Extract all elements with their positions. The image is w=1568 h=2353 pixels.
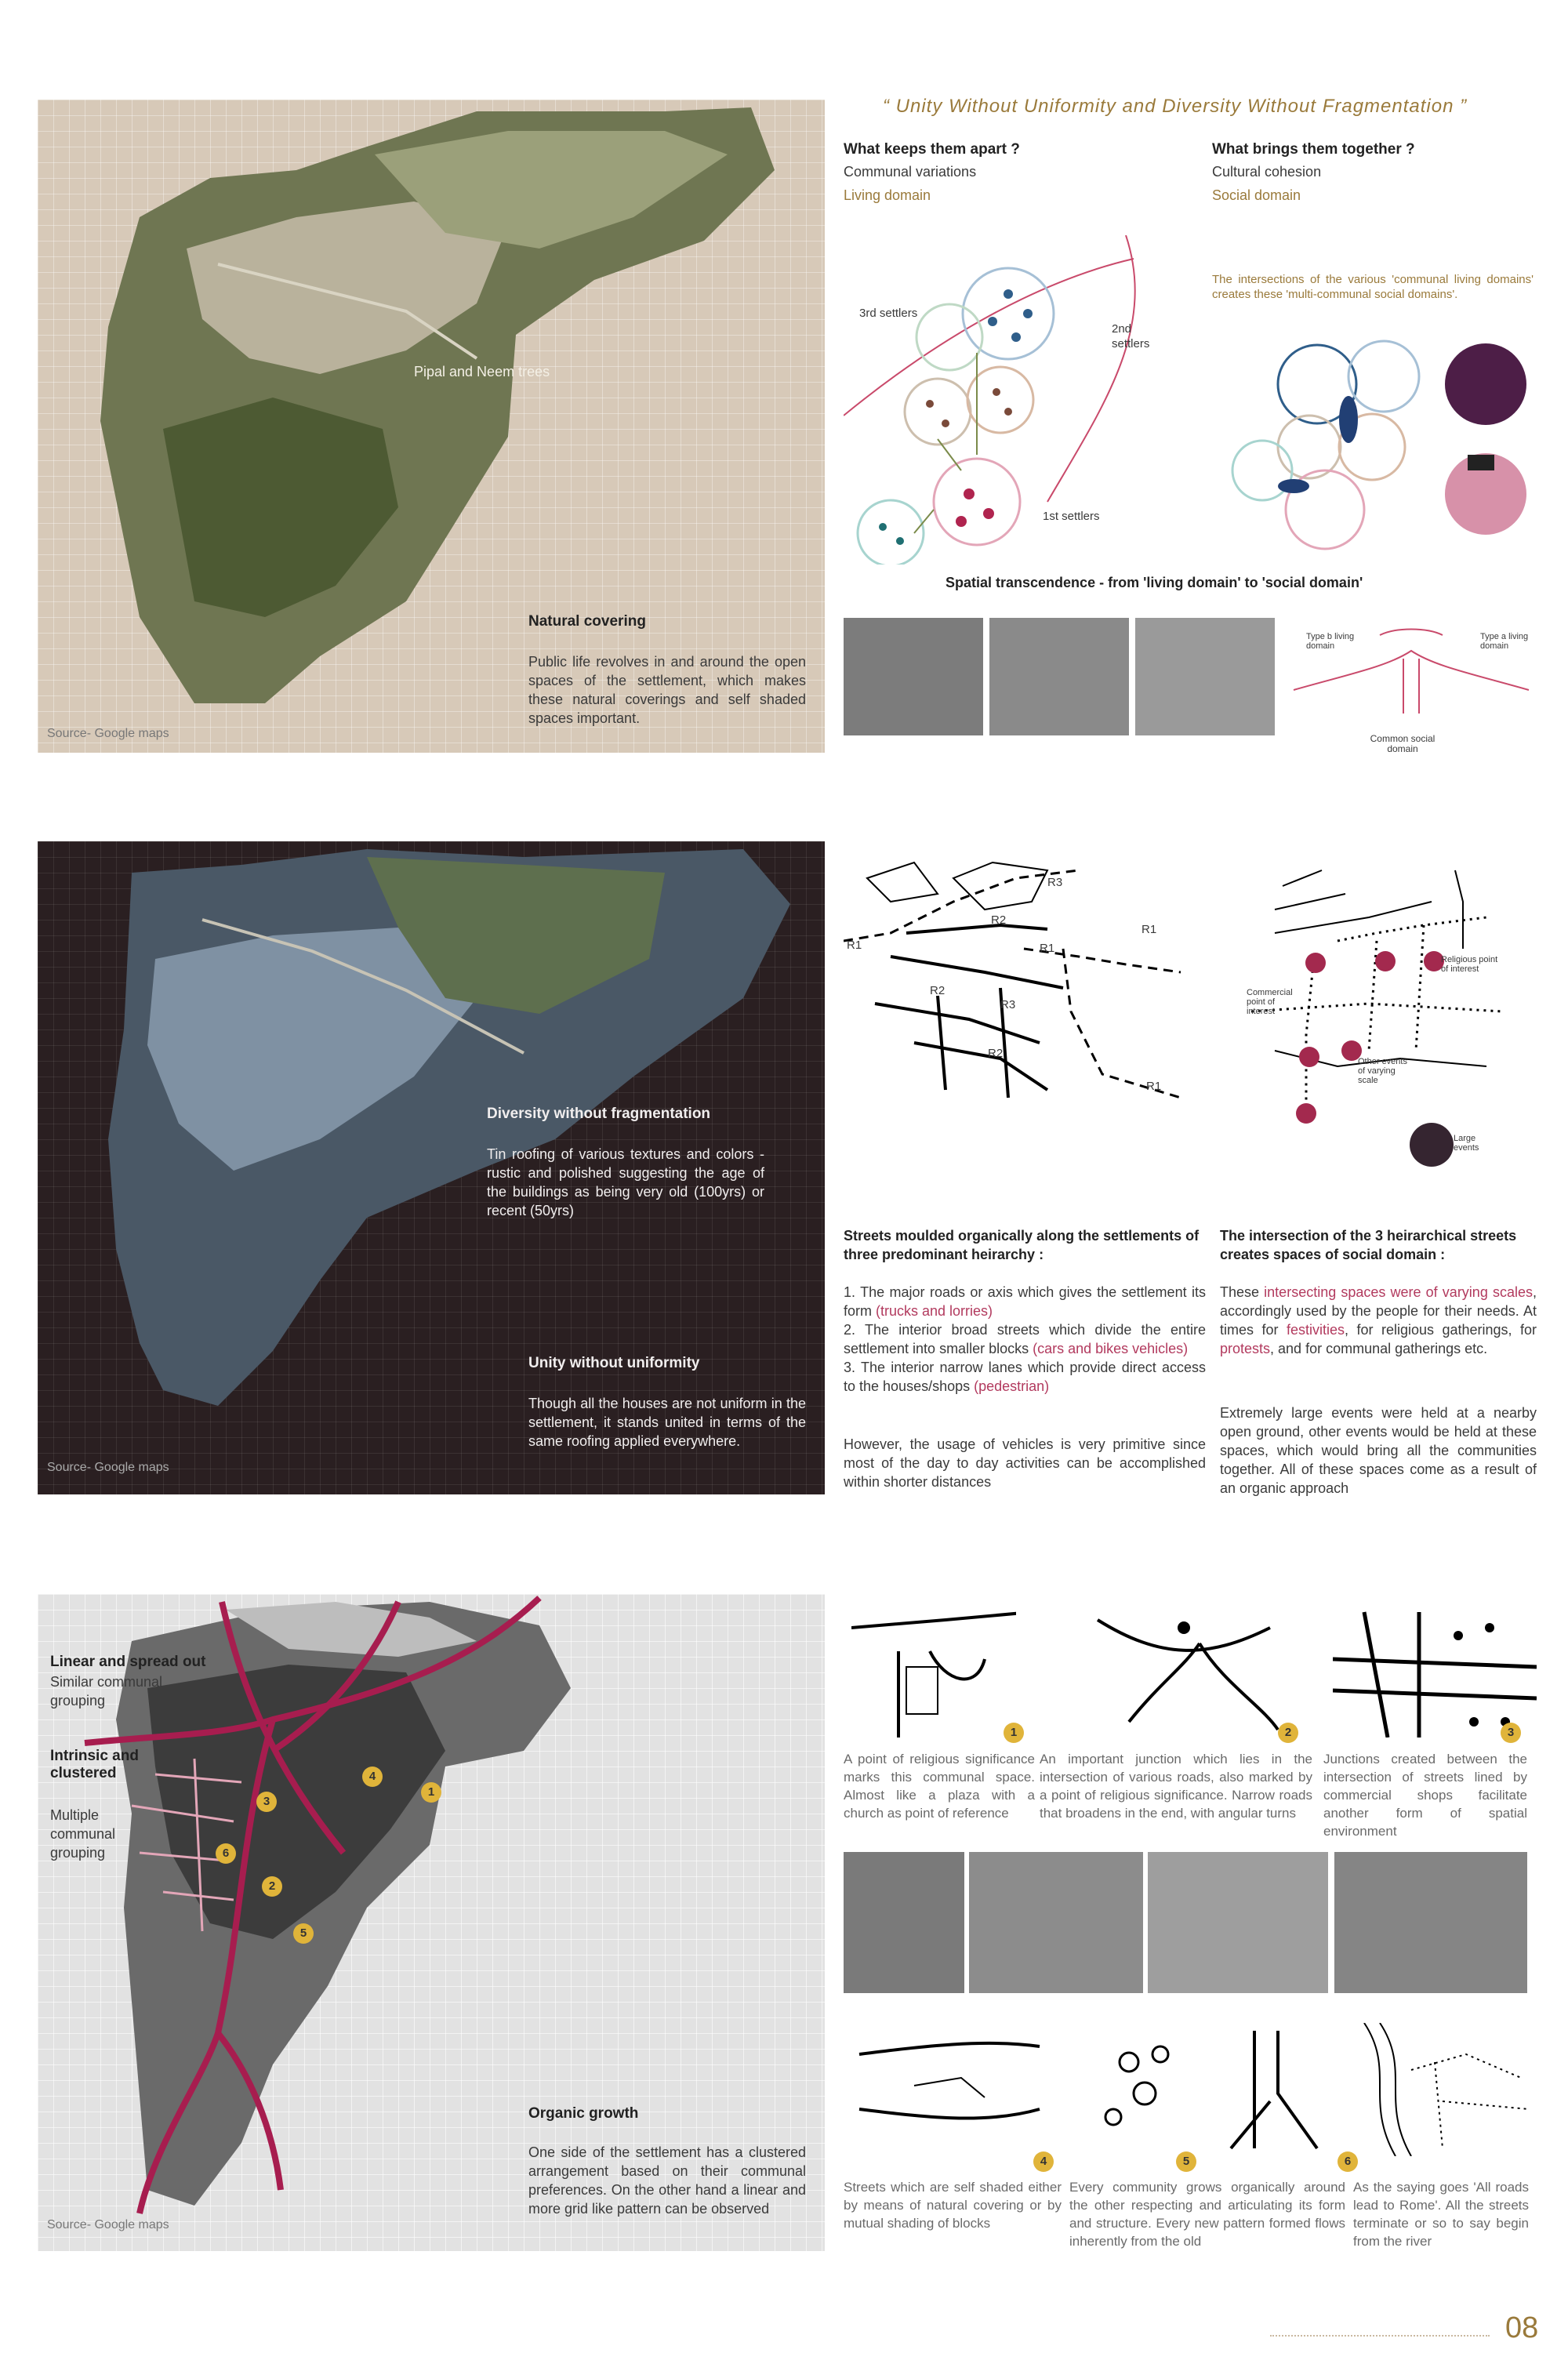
streets-right-text	[1220, 1283, 1537, 1358]
intersection-note: The intersections of the various 'communal living domains' creates these 'multi-communal social domains'.	[1212, 273, 1534, 301]
natural-covering-panel	[38, 100, 825, 753]
junction-photo-2	[969, 1852, 1143, 1993]
sketch-number: 6	[1338, 2151, 1358, 2172]
unity-heading: Unity without uniformity	[528, 1355, 700, 1371]
settlers-diagram	[844, 235, 1204, 565]
sr-d: festivities	[1286, 1322, 1345, 1338]
sketch-number: 2	[1278, 1723, 1298, 1743]
map-marker: 1	[421, 1782, 441, 1803]
social-points-map	[1228, 855, 1541, 1192]
road-label-r3: R3	[1000, 998, 1016, 1011]
label-3rd-settlers: 3rd settlers	[859, 307, 918, 320]
unity-text: Though all the houses are not uniform in the settlement, it stands united in terms of the same roofing applied everywhere.	[528, 1396, 806, 1449]
sketch-caption-5: Every community grows organically around the other respecting and articulating its form and structure. Every new pattern formed flows inherently from the old	[1069, 2180, 1345, 2249]
social-domain: Social domain	[1212, 187, 1301, 203]
sr-a: These	[1220, 1284, 1265, 1300]
source-label: Source- Google maps	[47, 1461, 169, 1474]
street-level-2: 2. The interior broad streets which divide the entire settlement into smaller blocks	[844, 1322, 1206, 1356]
poi-religious-label: Religious point of interest	[1441, 955, 1498, 974]
sketch-5	[1066, 2023, 1223, 2156]
sketch-number: 4	[1033, 2151, 1054, 2172]
street-level-3-use: (pedestrian)	[974, 1378, 1050, 1394]
panel-text: Public life revolves in and around the open spaces of the settlement, which makes these natural coverings and self shaded spaces important.	[528, 654, 806, 726]
linear-text: Similar communal grouping	[50, 1674, 163, 1708]
diversity-text: Tin roofing of various textures and colors - rustic and polished suggesting the age of the buildings as being very old (100yrs) or recent (50yrs)	[487, 1146, 764, 1218]
sketch-label-common: Common social domain	[1370, 733, 1436, 754]
road-label-r3: R3	[1047, 876, 1063, 889]
street-level-2-use: (cars and bikes vehicles)	[1033, 1341, 1189, 1356]
sketch-4	[844, 2023, 1047, 2156]
streets-left-text	[844, 1283, 1206, 1396]
panel-heading: Natural covering	[528, 613, 646, 630]
sr-f: protests	[1220, 1341, 1271, 1356]
road-label-r1: R1	[1142, 923, 1157, 936]
sketch-number: 1	[1004, 1723, 1024, 1743]
source-label: Source- Google maps	[47, 727, 169, 740]
road-label-r1: R1	[1146, 1080, 1162, 1093]
sketch-label-type-a: Type a living domain	[1480, 632, 1529, 651]
map-marker: 3	[256, 1792, 277, 1812]
source-label: Source- Google maps	[47, 2218, 169, 2231]
junction-photo-1	[844, 1852, 964, 1993]
street-level-1: 1. The major roads or axis which gives the settlement its form	[844, 1284, 1206, 1319]
label-2nd-settlers: 2nd settlers	[1112, 322, 1150, 350]
sketch-caption-1: A point of religious significance marks this communal space. Almost like a plaza with a church as point of reference	[844, 1752, 1035, 1821]
clustered-text: Multiple communal grouping	[50, 1807, 116, 1861]
sr-b: intersecting spaces were of varying scales	[1264, 1284, 1533, 1300]
poi-large-label: Large events	[1454, 1134, 1479, 1153]
diversity-panel	[38, 841, 825, 1494]
road-label-r2: R2	[930, 984, 946, 997]
street-photo-2	[989, 618, 1129, 735]
spatial-caption: Spatial transcendence - from 'living domain' to 'social domain'	[946, 575, 1363, 590]
question-together: What brings them together ?	[1212, 141, 1415, 158]
sketch-number: 5	[1176, 2151, 1196, 2172]
organic-growth-panel	[38, 1594, 825, 2251]
map-marker: 6	[216, 1843, 236, 1864]
sr-c: , accordingly used by the people for their needs. At times for	[1220, 1284, 1537, 1338]
label-1st-settlers: 1st settlers	[1043, 510, 1100, 523]
diversity-heading: Diversity without fragmentation	[487, 1106, 711, 1122]
footer-rule	[1270, 2335, 1490, 2337]
junction-photo-4	[1334, 1852, 1527, 1993]
street-hierarchy-map	[844, 855, 1212, 1192]
clustered-heading: Intrinsic and clustered	[50, 1748, 139, 1781]
sketch-caption-6: As the saying goes 'All roads lead to Rome'. All the streets terminate or so to say begin from the river	[1353, 2180, 1529, 2249]
map-label-trees: Pipal and Neem trees	[414, 364, 550, 379]
streets-left-heading: Streets moulded organically along the settlements of three predominant heirarchy :	[844, 1228, 1200, 1262]
sr-e: , for religious gatherings, for	[1345, 1322, 1537, 1338]
organic-heading: Organic growth	[528, 2105, 639, 2122]
page-number: 08	[1505, 2311, 1539, 2344]
communal-variations: Communal variations	[844, 164, 977, 180]
junction-photo-3	[1148, 1852, 1328, 1993]
streets-left-note: However, the usage of vehicles is very primitive since most of the day to day activities can be accomplished within shorter distances	[844, 1436, 1206, 1490]
road-label-r2: R2	[991, 913, 1007, 927]
sketch-number: 3	[1501, 1723, 1521, 1743]
street-level-3: 3. The interior narrow lanes which provide direct access to the houses/shops	[844, 1360, 1206, 1394]
map-marker: 4	[362, 1767, 383, 1787]
road-label-r1: R1	[1040, 942, 1055, 955]
street-photo-1	[844, 618, 983, 735]
street-level-1-use: (trucks and lorries)	[876, 1303, 993, 1319]
sketch-1	[851, 1596, 1016, 1738]
streets-right-heading: The intersection of the 3 heirarchical streets creates spaces of social domain :	[1220, 1228, 1517, 1262]
streets-right-note: Extremely large events were held at a nearby open ground, other events would be held at these spaces, which would bring all the communities together. All of these spaces come as a result of an organic approach	[1220, 1405, 1537, 1496]
sketch-label-type-b: Type b living domain	[1306, 632, 1355, 651]
map-marker: 5	[293, 1923, 314, 1944]
cultural-cohesion: Cultural cohesion	[1212, 164, 1322, 180]
poi-other-label: Other events of varying scale	[1358, 1057, 1407, 1085]
sketch-7	[1348, 2023, 1537, 2156]
sketch-3	[1333, 1596, 1537, 1738]
poi-commercial-label: Commercial point of interest	[1247, 988, 1293, 1016]
linear-heading: Linear and spread out	[50, 1654, 206, 1670]
living-domain: Living domain	[844, 187, 931, 203]
street-photo-3	[1135, 618, 1275, 735]
organic-text: One side of the settlement has a clustered arrangement based on their communal preferences. On the other hand a linear and more grid like pattern can be observed	[528, 2144, 806, 2217]
sketch-caption-2: An important junction which lies in the intersection of various roads, also marked by a point of religious significance. Narrow roads that broadens in the end, with angular turns	[1040, 1752, 1312, 1821]
sketch-caption-4: Streets which are self shaded either by means of natural covering or by mutual shading of blocks	[844, 2180, 1062, 2231]
social-domain-diagram	[1223, 329, 1552, 565]
map-marker: 2	[262, 1876, 282, 1897]
question-apart: What keeps them apart ?	[844, 141, 1020, 158]
sketch-6	[1223, 2023, 1325, 2156]
sketch-caption-3: Junctions created between the intersection of streets lined by commercial shops facilitate another form of spatial environment	[1323, 1752, 1527, 1839]
road-label-r2: R2	[988, 1047, 1004, 1060]
page-quote: “ Unity Without Uniformity and Diversity Without Fragmentation ”	[883, 96, 1468, 117]
road-label-r1: R1	[847, 939, 862, 952]
sketch-2	[1082, 1596, 1286, 1738]
sr-g: , and for communal gatherings etc.	[1270, 1341, 1488, 1356]
